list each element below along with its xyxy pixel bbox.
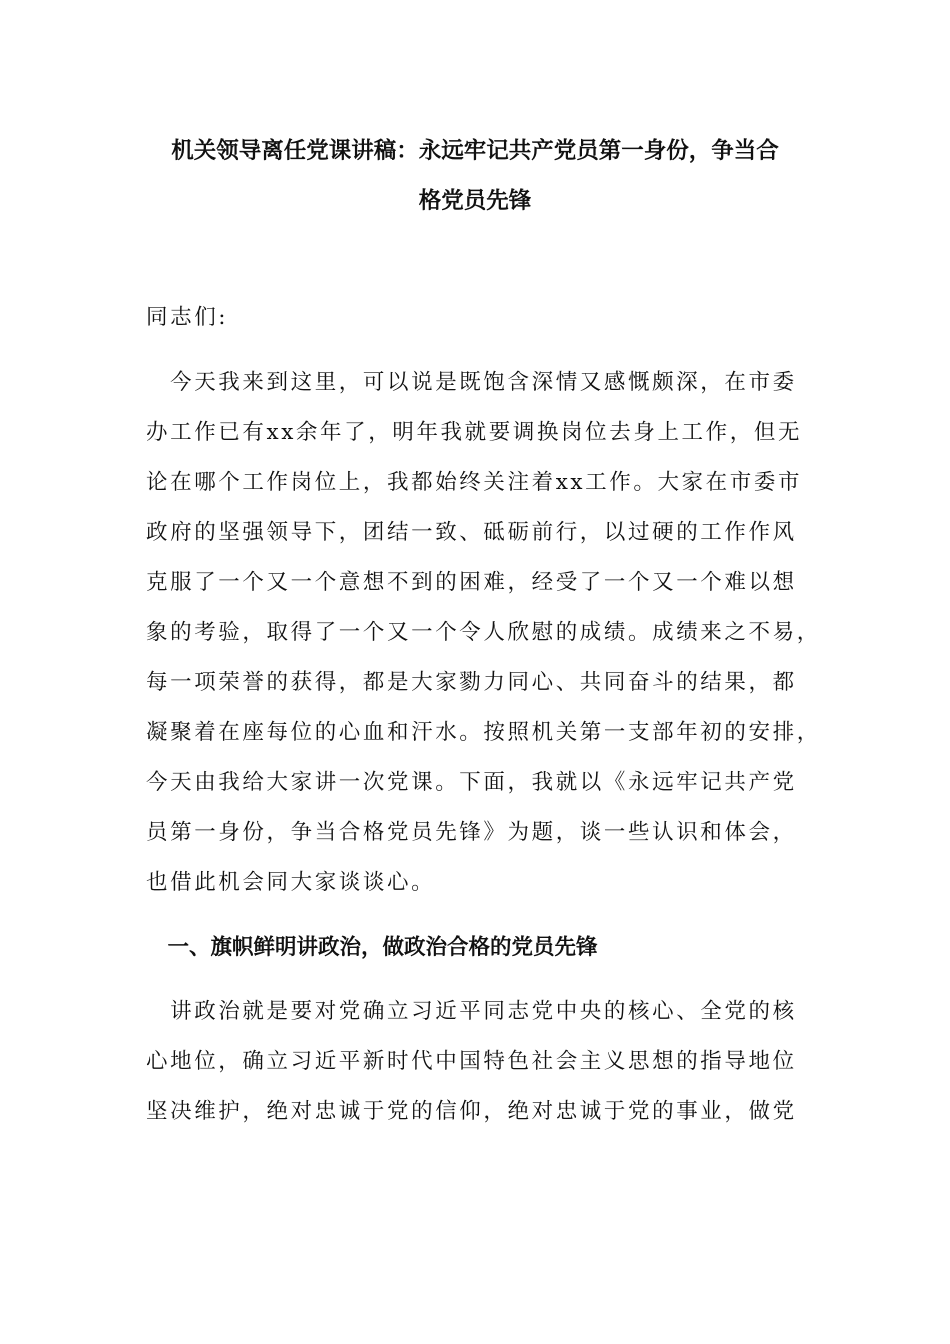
document-title-line-2: 格党员先锋	[418, 188, 532, 214]
paragraph-line: 今天由我给大家讲一次党课。下面，我就以《永远牢记共产党	[146, 770, 797, 795]
paragraph-line: 员第一身份，争当合格党员先锋》为题，谈一些认识和体会，	[146, 820, 797, 845]
paragraph-line: 也借此机会同大家谈谈心。	[146, 870, 436, 895]
section-heading: 一、旗帜鲜明讲政治，做政治合格的党员先锋	[146, 935, 598, 960]
paragraph-line: 今天我来到这里，可以说是既饱含深情又感慨颇深，在市委	[146, 370, 797, 395]
paragraph-line: 象的考验，取得了一个又一个令人欣慰的成绩。成绩来之不易，	[146, 620, 821, 645]
paragraph-line: 讲政治就是要对党确立习近平同志党中央的核心、全党的核	[146, 999, 797, 1024]
paragraph-line: 每一项荣誉的获得，都是大家勠力同心、共同奋斗的结果，都	[146, 670, 797, 695]
paragraph-line: 克服了一个又一个意想不到的困难，经受了一个又一个难以想	[146, 570, 797, 595]
paragraph-line: 心地位，确立习近平新时代中国特色社会主义思想的指导地位	[146, 1049, 797, 1074]
document-title-line-1: 机关领导离任党课讲稿：永远牢记共产党员第一身份，争当合	[171, 138, 779, 164]
paragraph-line: 论在哪个工作岗位上，我都始终关注着xx工作。大家在市委市	[146, 470, 803, 495]
salutation: 同志们:	[146, 305, 229, 330]
paragraph-line: 办工作已有xx余年了，明年我就要调换岗位去身上工作，但无	[146, 420, 803, 445]
paragraph-line: 坚决维护，绝对忠诚于党的信仰，绝对忠诚于党的事业，做党	[146, 1099, 797, 1124]
paragraph-line: 政府的坚强领导下，团结一致、砥砺前行，以过硬的工作作风	[146, 520, 797, 545]
paragraph-line: 凝聚着在座每位的心血和汗水。按照机关第一支部年初的安排，	[146, 720, 821, 745]
